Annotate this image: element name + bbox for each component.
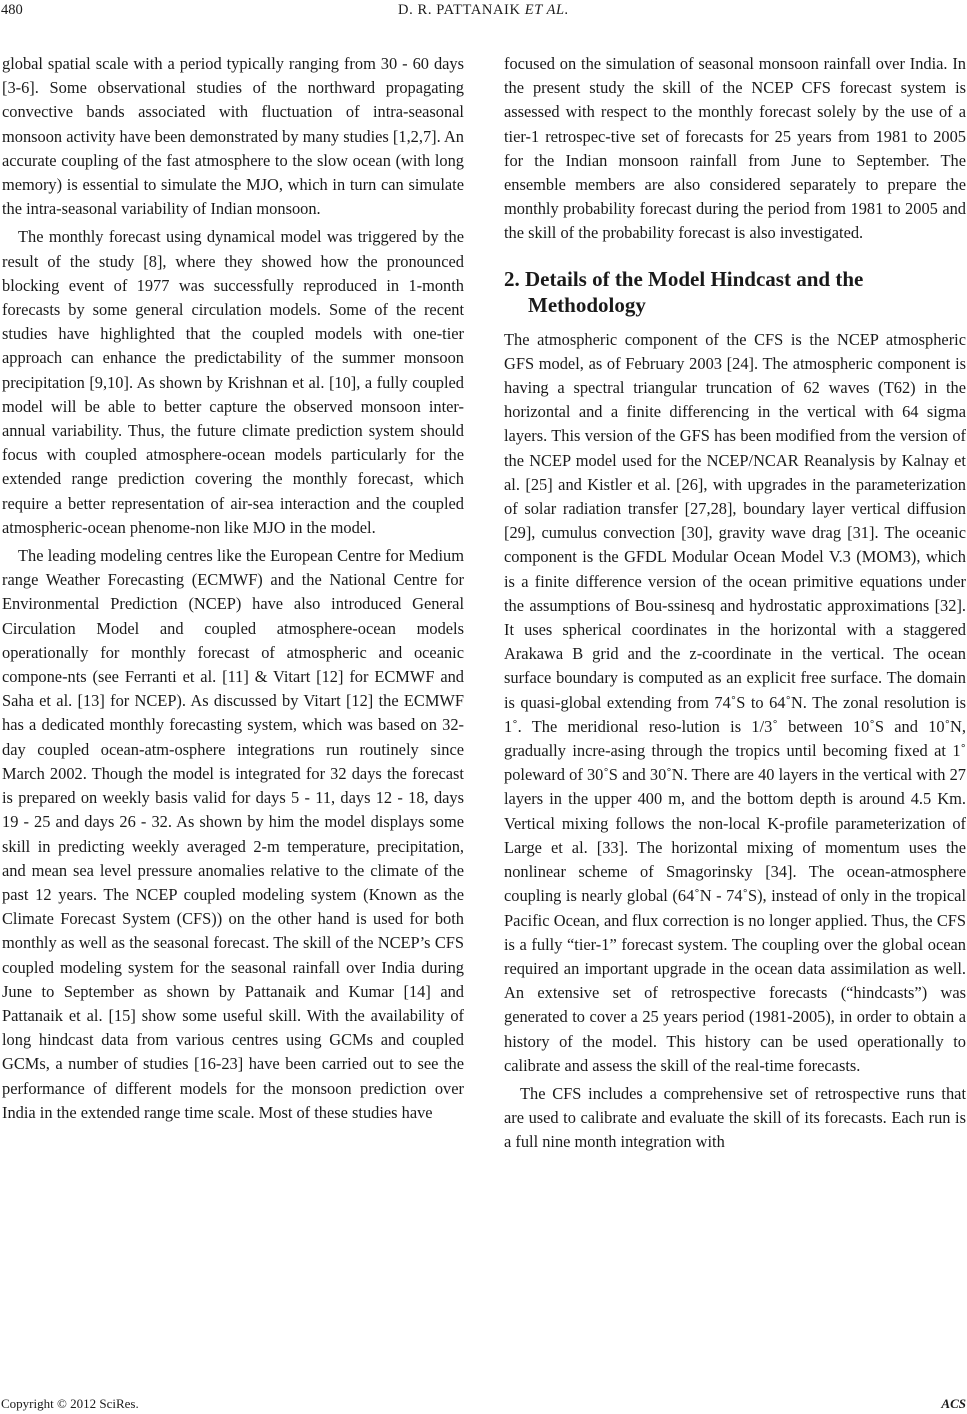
journal-abbreviation: ACS bbox=[941, 1396, 966, 1411]
right-paragraph-3: The CFS includes a comprehensive set of retrospective runs that are used to calibrate and evaluate the skill of its forecasts. Each run is a full nine month integration with bbox=[504, 1083, 966, 1152]
running-head-etal: ET AL. bbox=[524, 2, 569, 18]
page-header bbox=[0, 0, 967, 30]
running-head-author: D. R. PATTANAIK bbox=[398, 2, 521, 18]
right-paragraph-2: The atmospheric component of the CFS is the NCEP atmospheric GFS model, as of February 2003 [24]. The atmospheric component is having a spectral triangular truncation of 62 waves (T62) in the horizontal and a finite differencing in the vertical with 64 sigma layers. This version of the GFS has been modified from the version of the NCEP model used for the NCEP/NCAR Reanalysis by Kalnay et al. [25] and Kistler et al. [26], with upgrades in the parameterization of solar radiation transfer [27,28], boundary layer vertical diffusion [29], cumulus convection [30], gravity wave drag [31]. The oceanic component is the GFDL Modular Ocean Model V.3 (MOM3), which is a finite difference version of the ocean primitive equations under the assumptions of Bou-ssinesq and hydrostatic approximations [32]. It uses spherical coordinates in the horizontal with a staggered Arakawa B grid and the z-coordinate in the vertical. The ocean surface boundary is computed as an explicit free surface. The domain is quasi-global extending from 74˚S to 64˚N. The zonal resolution is 1˚. The meridional reso-lution is 1/3˚ between 10˚S and 10˚N, gradually incre-asing through the tropics until becoming fixed at 1˚ poleward of 30˚S and 30˚N. There are 40 layers in the vertical with 27 layers in the upper 400 m, and the bottom depth is around 4.5 Km. Vertical mixing follows the non-local K-profile parameterization of Large et al. [33]. The horizontal mixing of momentum uses the nonlinear scheme of Smagorinsky [34]. The ocean-atmosphere coupling is nearly global (64˚N - 74˚S), instead of only in the tropical Pacific Ocean, and flux correction is no longer applied. Thus, the CFS is a fully “tier-1” forecast system. The coupling over the global ocean required an important upgrade in the ocean data assimilation as well. An extensive set of retrospective forecasts (“hindcasts”) was generated to cover a 25 years period (1981-2005), in order to obtain a history of the model. This history can be used operationally to calibrate and assess the skill of the real-time forecasts. bbox=[504, 329, 966, 1075]
left-column bbox=[2, 52, 464, 1125]
right-column bbox=[504, 52, 966, 1155]
left-paragraph-2: The monthly forecast using dynamical model was triggered by the result of the study [8], where they showed how the pronounced blocking event of 1977 was successfully reproduced in 1-month forecasts by some general circulation models. Some of the recent studies have highlighted that the coupled models with one-tier approach can enhance the predictability of the summer monsoon precipitation [9,10]. As shown by Krishnan et al. [10], a fully coupled model will be able to better capture the observed monsoon inter-annual variability. Thus, the future climate prediction system should focus with coupled atmosphere-ocean models particularly for the extended range prediction covering the monthly forecast, which require a better representation of air-sea interaction and the coupled atmospheric-ocean phenome-non like MJO in the model. bbox=[2, 227, 464, 537]
page-footer bbox=[0, 1396, 967, 1414]
left-paragraph-1: global spatial scale with a period typically ranging from 30 - 60 days [3-6]. Some observational studies of the northward propagating convective bands associated with fluctuation of intra-seasonal monsoon activity have been demonstrated by many studies [1,2,7]. An accurate coupling of the fast atmosphere to the slow ocean (with long memory) is essential to simulate the MJO, which in turn can simulate the intra-seasonal variability of Indian monsoon. bbox=[2, 54, 464, 219]
right-paragraph-1: focused on the simulation of seasonal monsoon rainfall over India. In the present study the skill of the NCEP CFS forecast system is assessed with respect to the monthly forecast solely by the use of a tier-1 retrospec-tive set of forecasts for 25 years from 1981 to 2005 for the Indian monsoon rainfall from June to September. The ensemble members are also considered separately to prepare the monthly probability forecast during the period from 1981 to 2005 and the skill of the probability forecast is also investigated. bbox=[504, 54, 966, 243]
running-head bbox=[0, 2, 967, 19]
copyright-notice: Copyright © 2012 SciRes. bbox=[1, 1396, 139, 1411]
page-number: 480 bbox=[1, 2, 23, 18]
section-heading: 2. Details of the Model Hindcast and the Methodology bbox=[504, 266, 864, 317]
left-paragraph-3: The leading modeling centres like the European Centre for Medium range Weather Forecasting (ECMWF) and the National Centre for Environmental Prediction (NCEP) have also introduced General Circulation Model and coupled atmosphere-ocean models operationally for monthly forecast of atmospheric and oceanic compone-nts (see Ferranti et al. [11] & Vitart [12] for ECMWF and Saha et al. [13] for NCEP). As discussed by Vitart [12] the ECMWF has a dedicated monthly forecasting system, which was based on 32-day coupled ocean-atm-osphere integrations run routinely since March 2002. Though the model is integrated for 32 days the forecast is prepared on weekly basis valid for days 5 - 11, days 12 - 18, days 19 - 25 and days 26 - 32. As shown by him the model displays some skill in predicting weekly averaged 2-m temperature, precipitation, and mean sea level pressure anomalies relative to the climate of the past 12 years. The NCEP coupled modeling system (Known as the Climate Forecast System (CFS)) on the other hand is used for both monthly as well as the seasonal forecast. The skill of the NCEP’s CFS coupled modeling system for the seasonal rainfall over India during June to September as shown by Pattanaik and Kumar [14] and Pattanaik et al. [15] show some useful skill. With the availability of long hindcast data from various centres using GCMs and coupled GCMs, a number of studies [16-23] have been carried out to see the performance of different models for the monsoon prediction over India in the extended range time scale. Most of these studies have bbox=[2, 546, 464, 1122]
